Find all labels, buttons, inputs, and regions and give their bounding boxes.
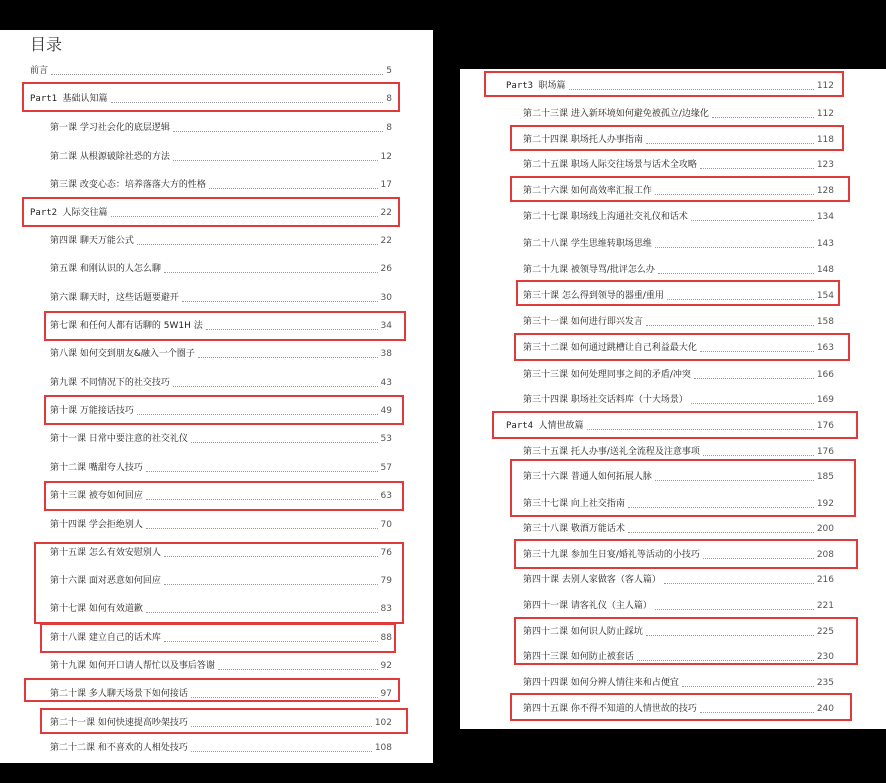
toc-page-number: 166 [816, 370, 834, 380]
toc-row [523, 105, 834, 123]
leader-dots [218, 669, 378, 670]
toc-entry-label: 第二十五课 职场人际交往场景与话术全攻略 [523, 160, 697, 170]
bottom-left-bar [0, 763, 433, 783]
leader-dots [655, 609, 814, 610]
highlight-box [510, 125, 844, 151]
toc-page-number: 5 [386, 66, 392, 76]
toc-entry-label: 第九课 不同情况下的社交技巧 [50, 378, 170, 388]
toc-row [523, 156, 834, 174]
toc-entry-label: 第六课 聊天时，这些话题要避开 [50, 293, 179, 303]
toc-entry-label: 第十六课 面对恶意如何回应 [50, 576, 161, 586]
toc-page-number: 63 [380, 491, 392, 501]
toc-page-number: 148 [816, 265, 834, 275]
toc-entry-label: 第四十二课 如何识人防止踩坑 [523, 627, 643, 637]
highlight-box [44, 481, 404, 511]
toc-entry-label: 第二十课 多人聊天场景下如何接话 [50, 689, 188, 699]
leader-dots [173, 386, 378, 387]
toc-row [50, 148, 392, 166]
highlight-box [516, 280, 840, 306]
toc-entry-label: 第二十一课 如何快速提高吵架技巧 [50, 718, 188, 728]
toc-entry-label: 第三十课 怎么得到领导的器重/重用 [523, 291, 664, 301]
highlight-box [22, 82, 400, 112]
toc-row [50, 459, 392, 477]
toc-entry-label: 第十课 万能接话技巧 [50, 406, 134, 416]
toc-row [523, 235, 834, 253]
toc-entry-label: 第十一课 日常中要注意的社交礼仪 [50, 434, 188, 444]
toc-entry-label: 第四课 聊天万能公式 [50, 236, 134, 246]
toc-row [50, 232, 392, 250]
toc-entry-label: 第二十六课 如何高效率汇报工作 [523, 186, 652, 196]
toc-page-number: 76 [380, 548, 392, 558]
toc-page-number: 108 [374, 743, 392, 753]
toc-page-number: 118 [816, 135, 834, 145]
leader-dots [209, 188, 378, 189]
toc-row [50, 345, 392, 363]
toc-page-number: 112 [816, 81, 834, 91]
leader-dots [146, 471, 378, 472]
toc-page-number: 8 [386, 123, 392, 133]
leader-dots [682, 686, 814, 687]
toc-entry-label: 第四十一课 请客礼仪（主人篇） [523, 601, 652, 611]
toc-page-right [460, 69, 886, 729]
toc-entry-label: 第三十五课 托人办事/送礼全流程及注意事项 [523, 447, 700, 457]
toc-entry-label: 第七课 和任何人都有话聊的 5W1H 法 [50, 321, 203, 331]
toc-row [30, 62, 392, 80]
toc-part-heading: Part1 基础认知篇 [30, 94, 108, 104]
highlight-box [510, 176, 850, 202]
top-left-bar [0, 0, 433, 30]
toc-row [50, 119, 392, 137]
toc-entry-label: 第四十三课 如何防止被套话 [523, 652, 634, 662]
toc-row [50, 176, 392, 194]
toc-entry-label: 第三十三课 如何处理同事之间的矛盾/冲突 [523, 370, 691, 380]
highlight-box [34, 542, 404, 624]
toc-page-number: 235 [816, 678, 834, 688]
toc-entry-label: 第二课 从根源破除社恐的方法 [50, 152, 170, 162]
toc-row [523, 366, 834, 384]
toc-row [50, 374, 392, 392]
highlight-box [510, 459, 856, 517]
highlight-box [514, 333, 850, 361]
toc-page-number: 102 [374, 718, 392, 728]
highlight-box [40, 623, 396, 653]
toc-entry-label: 第十三课 被夸如何回应 [50, 491, 143, 501]
highlight-box [24, 678, 400, 702]
toc-page-number: 208 [816, 550, 834, 560]
toc-page-number: 34 [380, 321, 392, 331]
toc-page-number: 38 [380, 349, 392, 359]
leader-dots [655, 247, 814, 248]
leader-dots [173, 131, 383, 132]
toc-page-number: 216 [816, 575, 834, 585]
toc-page-number: 83 [380, 604, 392, 614]
leader-dots [51, 74, 383, 75]
toc-entry-label: 第四十四课 如何分辨人情往来和占便宜 [523, 678, 679, 688]
toc-page-number: 128 [816, 186, 834, 196]
highlight-box [44, 311, 406, 341]
toc-part-heading: Part2 人际交往篇 [30, 208, 108, 218]
toc-row [50, 430, 392, 448]
leader-dots [691, 403, 814, 404]
toc-entry-label: 第三十六课 普通人如何拓展人脉 [523, 472, 652, 482]
toc-page-number: 176 [816, 447, 834, 457]
toc-row [523, 571, 834, 589]
leader-dots [628, 532, 814, 533]
toc-entry-label: 第十二课 嘴甜夸人技巧 [50, 463, 143, 473]
toc-row [523, 261, 834, 279]
toc-page-number: 176 [816, 421, 834, 431]
toc-page-number: 79 [380, 576, 392, 586]
toc-page-number: 185 [816, 472, 834, 482]
top-right-bar [460, 0, 886, 69]
leader-dots [191, 751, 372, 752]
toc-entry-label: 第三十四课 职场社交话料库（十大场景） [523, 395, 688, 405]
toc-entry-label: 第五课 和刚认识的人怎么聊 [50, 264, 161, 274]
toc-entry-label: 第二十三课 进入新环境如何避免被孤立/边缘化 [523, 109, 709, 119]
toc-entry-label: 第十八课 建立自己的话术库 [50, 633, 161, 643]
toc-page-number: 134 [816, 212, 834, 222]
gap-divider [433, 0, 460, 783]
toc-page-number: 97 [380, 689, 392, 699]
toc-page-number: 30 [380, 293, 392, 303]
toc-page-number: 43 [380, 378, 392, 388]
leader-dots [700, 168, 814, 169]
toc-page-number: 88 [380, 633, 392, 643]
leader-dots [191, 442, 378, 443]
toc-row [523, 313, 834, 331]
toc-page-number: 53 [380, 434, 392, 444]
toc-page-number: 225 [816, 627, 834, 637]
toc-page-number: 154 [816, 291, 834, 301]
toc-page-number: 240 [816, 704, 834, 714]
toc-page-number: 12 [380, 152, 392, 162]
toc-part-heading: Part4 人情世故篇 [506, 421, 584, 431]
toc-entry-label: 第三十一课 如何进行即兴发言 [523, 317, 643, 327]
toc-row [50, 260, 392, 278]
leader-dots [703, 455, 814, 456]
toc-page-left [0, 30, 433, 763]
toc-entry-label: 第二十八课 学生思维转职场思维 [523, 239, 652, 249]
toc-entry-label: 前言 [30, 66, 49, 76]
toc-page-number: 230 [816, 652, 834, 662]
toc-page-number: 22 [380, 208, 392, 218]
toc-page-number: 163 [816, 343, 834, 353]
toc-page-number: 143 [816, 239, 834, 249]
leader-dots [664, 583, 814, 584]
leader-dots [164, 272, 378, 273]
toc-page-number: 49 [380, 406, 392, 416]
highlight-box [484, 71, 844, 97]
toc-row [50, 516, 392, 534]
toc-entry-label: 第十九课 如何开口请人帮忙以及事后答谢 [50, 661, 215, 671]
toc-page-number: 17 [380, 180, 392, 190]
leader-dots [173, 160, 378, 161]
leader-dots [137, 244, 378, 245]
toc-page-number: 57 [380, 463, 392, 473]
highlight-box [44, 395, 404, 425]
toc-page-number: 200 [816, 524, 834, 534]
toc-row [523, 391, 834, 409]
toc-entry-label: 第十五课 怎么有效安慰别人 [50, 548, 161, 558]
toc-row [523, 674, 834, 692]
toc-row [50, 289, 392, 307]
highlight-box [492, 411, 858, 439]
toc-part-heading: Part3 职场篇 [506, 81, 566, 91]
toc-entry-label: 第三十九课 参加生日宴/婚礼等活动的小技巧 [523, 550, 700, 560]
highlight-box [514, 539, 858, 569]
highlight-box [22, 197, 400, 227]
leader-dots [658, 273, 814, 274]
toc-row [523, 208, 834, 226]
toc-page-number: 70 [380, 520, 392, 530]
toc-entry-label: 第十四课 学会拒绝别人 [50, 520, 143, 530]
toc-page-number: 112 [816, 109, 834, 119]
toc-entry-label: 第一课 学习社会化的底层逻辑 [50, 123, 170, 133]
toc-page-number: 26 [380, 264, 392, 274]
leader-dots [146, 528, 378, 529]
toc-row [523, 597, 834, 615]
leader-dots [198, 357, 378, 358]
toc-entry-label: 第四十五课 你不得不知道的人情世故的技巧 [523, 704, 697, 714]
toc-page-number: 123 [816, 160, 834, 170]
toc-page-number: 192 [816, 499, 834, 509]
toc-entry-label: 第三课 改变心态：培养落落大方的性格 [50, 180, 206, 190]
leader-dots [182, 301, 378, 302]
toc-row [50, 657, 392, 675]
toc-page-number: 22 [380, 236, 392, 246]
leader-dots [691, 220, 814, 221]
toc-row [523, 520, 834, 538]
toc-page-number: 8 [386, 94, 392, 104]
toc-entry-label: 第二十七课 职场线上沟通社交礼仪和话术 [523, 212, 688, 222]
toc-page-number: 169 [816, 395, 834, 405]
toc-row [50, 739, 392, 757]
leader-dots [712, 117, 814, 118]
bottom-right-bar [460, 729, 886, 783]
toc-page-number: 92 [380, 661, 392, 671]
toc-page-number: 158 [816, 317, 834, 327]
toc-entry-label: 第三十七课 向上社交指南 [523, 499, 625, 509]
highlight-box [510, 693, 852, 721]
toc-entry-label: 第二十九课 被领导骂/批评怎么办 [523, 265, 655, 275]
toc-title: 目录 [30, 35, 63, 54]
highlight-box [40, 708, 408, 734]
highlight-box [514, 617, 858, 665]
toc-entry-label: 第三十二课 如何通过跳槽让自己利益最大化 [523, 343, 697, 353]
toc-entry-label: 第八课 如何交到朋友&融入一个圈子 [50, 349, 195, 359]
leader-dots [646, 325, 814, 326]
toc-entry-label: 第十七课 如何有效道歉 [50, 604, 143, 614]
leader-dots [694, 378, 814, 379]
toc-entry-label: 第二十四课 职场托人办事指南 [523, 135, 643, 145]
toc-page-number: 221 [816, 601, 834, 611]
toc-entry-label: 第四十课 去别人家做客（客人篇） [523, 575, 661, 585]
toc-entry-label: 第二十二课 和不喜欢的人相处技巧 [50, 743, 188, 753]
toc-entry-label: 第三十八课 敬酒万能话术 [523, 524, 625, 534]
